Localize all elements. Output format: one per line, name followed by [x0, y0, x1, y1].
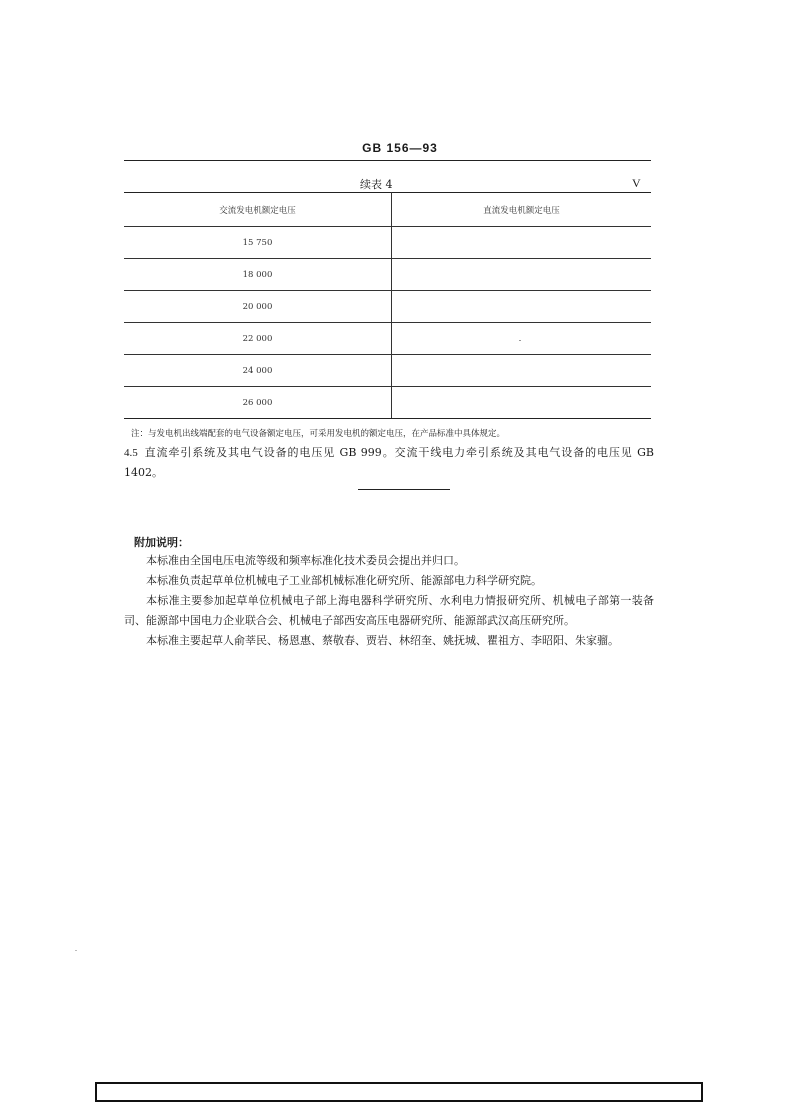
additional-note-paragraph: 本标准负责起草单位机械电子工业部机械标准化研究所、能源部电力科学研究院。: [146, 574, 542, 587]
section-4-5-paragraph: [124, 443, 654, 483]
table-cell-ac: 20 000: [124, 291, 392, 323]
table-cell-dc: [392, 259, 652, 291]
additional-note-paragraph: 本标准主要参加起草单位机械电子部上海电器科学研究所、水利电力情报研究所、机械电子部第一装备司、能源部中国电力企业联合会、机械电子部西安高压电器研究所、能源部武汉高压研究所。: [124, 594, 654, 627]
table-row: [124, 355, 651, 387]
bottom-border-frame: [95, 1082, 703, 1102]
table-row: [124, 227, 651, 259]
table-row: [124, 259, 651, 291]
scan-speck: [519, 340, 521, 341]
section-number: 4.5: [124, 447, 138, 459]
table-unit: V: [632, 176, 641, 190]
additional-note-paragraph: 本标准由全国电压电流等级和频率标准化技术委员会提出并归口。: [146, 554, 465, 567]
table-cell-ac: 26 000: [124, 387, 392, 419]
table-cell-ac: 22 000: [124, 323, 392, 355]
table-cell-dc: [392, 227, 652, 259]
table-cell-dc: [392, 291, 652, 323]
table-row: [124, 291, 651, 323]
additional-note-paragraph: 本标准主要起草人俞莘民、杨恩惠、蔡敬春、贾岩、林绍奎、姚抚城、瞿祖方、李昭阳、朱家骝。: [146, 634, 619, 647]
section-text: 直流牵引系统及其电气设备的电压见 GB 999。交流干线电力牵引系统及其电气设备的电压见 GB 1402。: [124, 446, 654, 479]
scan-speck: [75, 950, 77, 951]
column-header-ac-generator-voltage: 交流发电机额定电压: [124, 193, 392, 227]
header-rule: [124, 160, 651, 161]
table-footnote: 注：与发电机出线端配套的电气设备额定电压，可采用发电机的额定电压，在产品标准中具体规定。: [131, 429, 506, 439]
additional-notes-heading: 附加说明：: [134, 536, 189, 549]
table-cell-ac: 24 000: [124, 355, 392, 387]
table-cell-dc: [392, 387, 652, 419]
table-header-row: [124, 193, 651, 227]
end-of-text-rule: [358, 489, 450, 490]
table-cell-ac: 18 000: [124, 259, 392, 291]
table-cell-ac: 15 750: [124, 227, 392, 259]
table-cell-dc: [392, 355, 652, 387]
additional-notes-body: [124, 551, 654, 651]
table-row: [124, 323, 651, 355]
voltage-table: [124, 192, 651, 419]
page-header-standard-number: GB 156—93: [362, 141, 438, 155]
table-row: [124, 387, 651, 419]
table-caption: 续表 4: [360, 178, 393, 191]
column-header-dc-generator-voltage: 直流发电机额定电压: [392, 193, 652, 227]
table-cell-dc: [392, 323, 652, 355]
